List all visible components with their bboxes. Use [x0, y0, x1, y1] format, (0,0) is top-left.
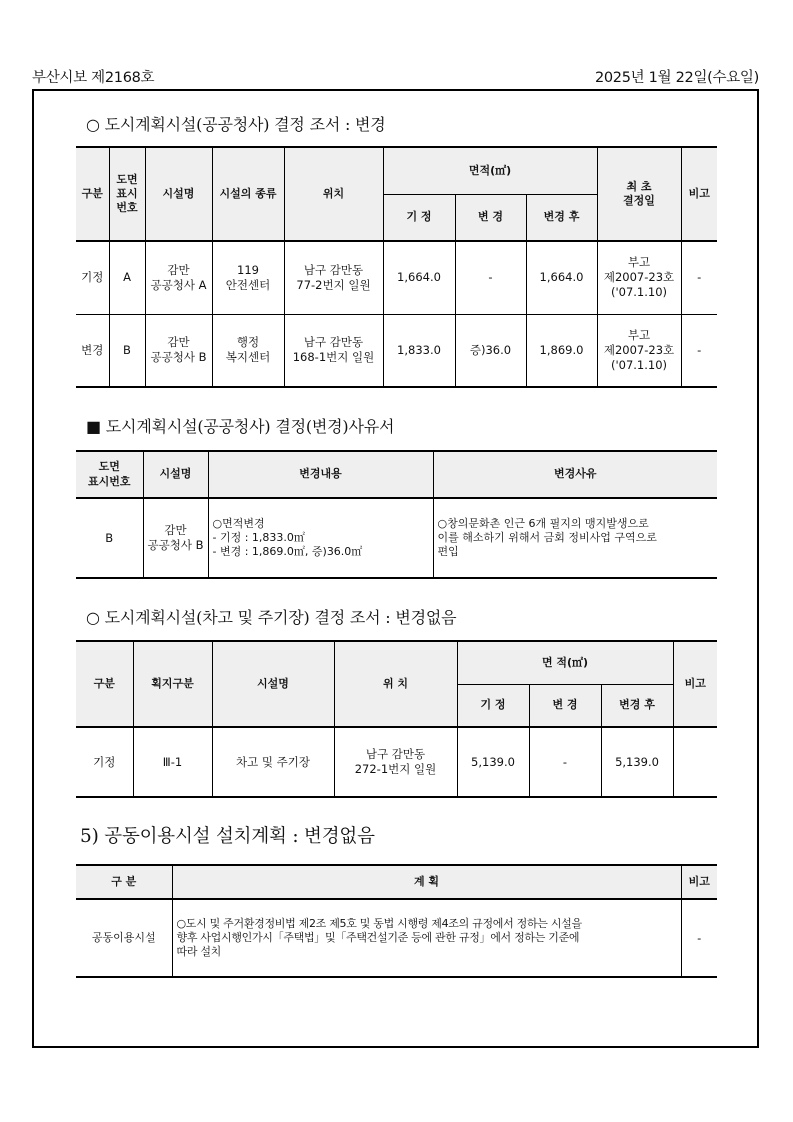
s3-note	[673, 727, 717, 797]
s1-r0-area-before: 1,664.0	[383, 241, 455, 314]
s1-r0-name: 감만 공공청사 A	[145, 241, 212, 314]
section2-table	[76, 450, 717, 579]
s2-content: ○면적변경 - 기정 : 1,833.0㎡ - 변경 : 1,869.0㎡, 증)36.0㎡	[208, 498, 433, 578]
s1-h-area-after: 변경 후	[526, 194, 597, 241]
s1-r0-type: 119 안전센터	[212, 241, 284, 314]
section3-table	[76, 640, 717, 798]
s1-r0-location: 남구 감만동 77-2번지 일원	[284, 241, 383, 314]
s1-r1-type: 행정 복지센터	[212, 314, 284, 387]
s3-h-location: 위 치	[334, 641, 457, 727]
s1-h-note: 비고	[681, 147, 717, 241]
section4-table	[76, 864, 717, 978]
publication-header: 부산시보 제2168호	[32, 70, 155, 86]
s3-h-zone: 획지구분	[133, 641, 212, 727]
s3-area-before: 5,139.0	[457, 727, 529, 797]
s2-h-reason: 변경사유	[433, 451, 717, 498]
s1-r0-area-change: -	[455, 241, 526, 314]
s1-r1-name: 감만 공공청사 B	[145, 314, 212, 387]
s3-div: 기정	[76, 727, 133, 797]
section4-title: 5) 공동이용시설 설치계획 : 변경없음	[80, 826, 375, 847]
s1-r1-first-decision: 부고 제2007-23호 ('07.1.10)	[597, 314, 681, 387]
s1-r0-first-decision: 부고 제2007-23호 ('07.1.10)	[597, 241, 681, 314]
section1-title: ○ 도시계획시설(공공청사) 결정 조서 : 변경	[86, 115, 386, 134]
s1-r0-div: 기정	[76, 241, 109, 314]
s1-r0-note: -	[681, 241, 717, 314]
s4-note: -	[681, 899, 717, 977]
s3-location: 남구 감만동 272-1번지 일원	[334, 727, 457, 797]
s4-h-div: 구 분	[76, 865, 172, 899]
s1-h-div: 구분	[76, 147, 109, 241]
s2-name: 감만 공공청사 B	[143, 498, 208, 578]
s1-r1-div: 변경	[76, 314, 109, 387]
s1-r1-note: -	[681, 314, 717, 387]
s3-h-area: 면 적(㎡)	[457, 641, 673, 684]
s3-h-note: 비고	[673, 641, 717, 727]
s1-r1-area-change: 증)36.0	[455, 314, 526, 387]
s2-h-mapno: 도면 표시번호	[76, 451, 143, 498]
publication-date: 2025년 1월 22일(수요일)	[594, 70, 759, 86]
s4-h-note: 비고	[681, 865, 717, 899]
s2-mapno: B	[76, 498, 143, 578]
table-row	[76, 498, 717, 578]
s1-h-mapno: 도면 표시 번호	[109, 147, 145, 241]
s3-h-area-before: 기 정	[457, 684, 529, 727]
s1-h-area: 면적(㎡)	[383, 147, 597, 194]
s4-plan: ○도시 및 주거환경정비법 제2조 제5호 및 동법 시행령 제4조의 규정에서 정하는 시설을 향후 사업시행인가시「주택법」및「주택건설기준 등에 관한 규정」에서 정하는 기준에 따라 설치	[172, 899, 681, 977]
s3-h-name: 시설명	[212, 641, 334, 727]
s1-r0-area-after: 1,664.0	[526, 241, 597, 314]
s1-h-area-before: 기 정	[383, 194, 455, 241]
s1-h-area-change: 변 경	[455, 194, 526, 241]
s1-h-name: 시설명	[145, 147, 212, 241]
s1-r0-mapno: A	[109, 241, 145, 314]
s1-r1-area-after: 1,869.0	[526, 314, 597, 387]
section3-title: ○ 도시계획시설(차고 및 주기장) 결정 조서 : 변경없음	[86, 608, 457, 627]
s3-h-div: 구분	[76, 641, 133, 727]
s3-zone: Ⅲ-1	[133, 727, 212, 797]
s1-r1-location: 남구 감만동 168-1번지 일원	[284, 314, 383, 387]
s2-h-content: 변경내용	[208, 451, 433, 498]
s3-h-area-change: 변 경	[529, 684, 601, 727]
s4-div: 공동이용시설	[76, 899, 172, 977]
s3-area-after: 5,139.0	[601, 727, 673, 797]
s1-r1-mapno: B	[109, 314, 145, 387]
s3-area-change: -	[529, 727, 601, 797]
s1-h-location: 위치	[284, 147, 383, 241]
section2-title: ■ 도시계획시설(공공청사) 결정(변경)사유서	[86, 417, 395, 436]
table-row	[76, 727, 717, 797]
s3-h-area-after: 변경 후	[601, 684, 673, 727]
section1-table	[76, 146, 717, 388]
s1-h-type: 시설의 종류	[212, 147, 284, 241]
table-row	[76, 314, 717, 387]
table-row	[76, 241, 717, 314]
s2-h-name: 시설명	[143, 451, 208, 498]
s1-h-first-decision: 최 초 결정일	[597, 147, 681, 241]
s4-h-plan: 계 획	[172, 865, 681, 899]
s3-name: 차고 및 주기장	[212, 727, 334, 797]
s2-reason: ○창의문화촌 인근 6개 필지의 맹지발생으로 이를 해소하기 위해서 금회 정비사업 구역으로 편입	[433, 498, 717, 578]
s1-r1-area-before: 1,833.0	[383, 314, 455, 387]
table-row	[76, 899, 717, 977]
